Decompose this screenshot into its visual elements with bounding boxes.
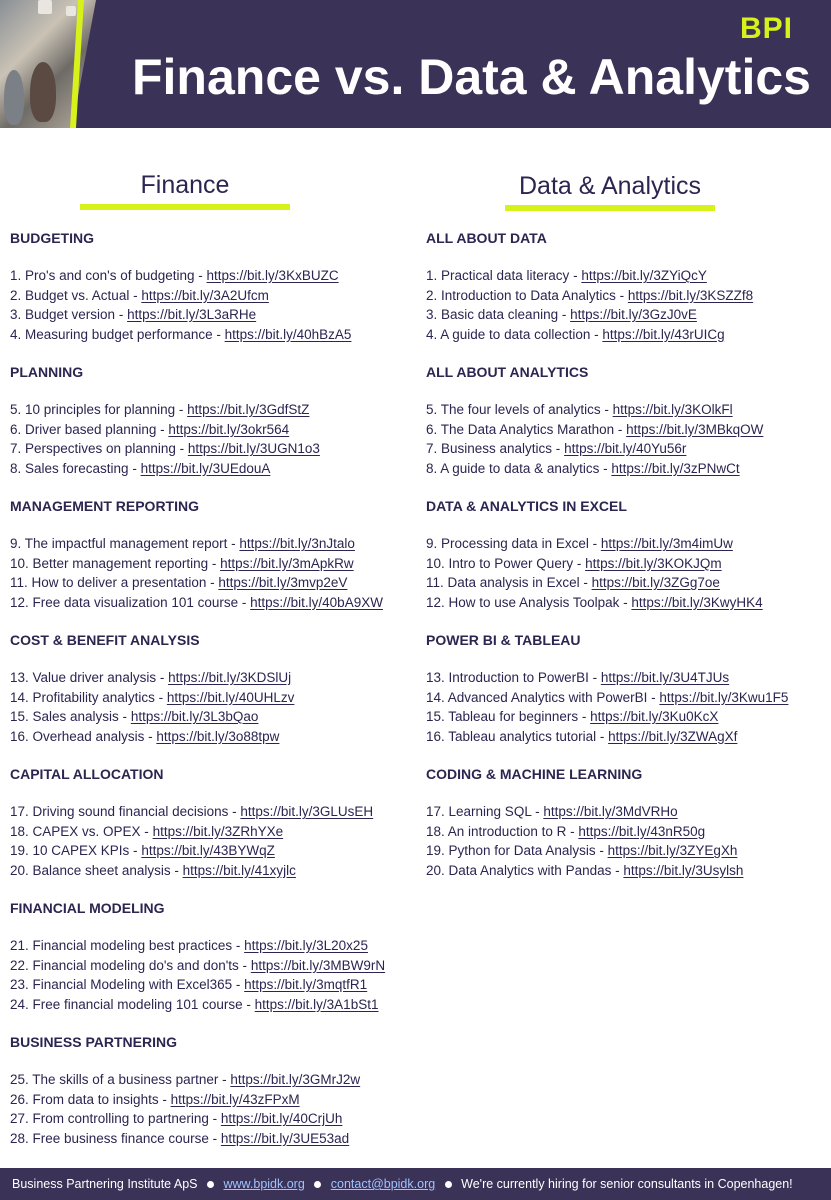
item-link[interactable]: https://bit.ly/3MBW9rN: [250, 957, 386, 973]
list-item: [10, 668, 420, 688]
item-link[interactable]: https://bit.ly/3mqtfR1: [244, 977, 368, 992]
section-title: BUDGETING: [10, 230, 94, 246]
item-label: 15. Tableau for beginners -: [426, 709, 591, 724]
item-link[interactable]: https://bit.ly/40bA9XW: [250, 594, 383, 610]
item-label: 13. Value driver analysis -: [10, 670, 169, 685]
list-item: [10, 975, 420, 995]
section: [10, 764, 420, 880]
item-link[interactable]: https://bit.ly/40Yu56r: [564, 441, 687, 456]
item-link[interactable]: https://bit.ly/3KwyHK4: [631, 594, 763, 610]
list-item: [10, 1129, 420, 1149]
list-item: [10, 1109, 420, 1129]
list-item: [426, 573, 826, 593]
item-label: 9. The impactful management report -: [10, 536, 240, 551]
item-link[interactable]: https://bit.ly/3okr564: [168, 421, 290, 437]
list-item: [10, 573, 420, 593]
item-label: 7. Perspectives on planning -: [10, 441, 188, 456]
item-label: 12. Free data visualization 101 course -: [10, 594, 251, 610]
section: [10, 228, 420, 344]
item-label: 5. The four levels of analytics -: [426, 402, 613, 417]
section-title: PLANNING: [10, 364, 84, 380]
item-label: 20. Data Analytics with Pandas -: [426, 862, 624, 878]
item-link[interactable]: https://bit.ly/3MBkqOW: [626, 421, 764, 437]
item-label: 11. How to deliver a presentation -: [10, 575, 219, 590]
item-label: 17. Driving sound financial decisions -: [10, 804, 241, 819]
list-item: [10, 1070, 420, 1090]
item-label: 20. Balance sheet analysis -: [10, 862, 183, 878]
item-link[interactable]: https://bit.ly/3ZRhYXe: [152, 823, 284, 839]
item-label: 7. Business analytics -: [426, 441, 565, 456]
section-title: DATA & ANALYTICS IN EXCEL: [426, 498, 627, 514]
list-item: [426, 266, 826, 286]
item-link[interactable]: https://bit.ly/3ZYEgXh: [607, 843, 738, 858]
list-item: [426, 688, 826, 708]
list-item: [10, 956, 420, 976]
list-item: [426, 668, 826, 688]
item-label: 10. Intro to Power Query -: [426, 555, 586, 571]
data-analytics-column: [426, 228, 826, 898]
item-label: 19. 10 CAPEX KPIs -: [10, 843, 142, 858]
list-item: [10, 688, 420, 708]
item-link[interactable]: https://bit.ly/3mvp2eV: [218, 575, 348, 590]
item-link[interactable]: https://bit.ly/3ZGg7oe: [591, 575, 720, 590]
item-label: 1. Practical data literacy -: [426, 268, 582, 283]
list-item: [10, 420, 420, 440]
section-title: FINANCIAL MODELING: [10, 900, 165, 916]
list-item: [426, 841, 826, 861]
list-item: [10, 325, 420, 345]
item-link[interactable]: https://bit.ly/3KSZZf8: [627, 287, 754, 303]
list-item: [426, 325, 826, 345]
item-link[interactable]: https://bit.ly/3ZYiQcY: [581, 268, 707, 283]
finance-column: [10, 228, 420, 1166]
item-label: 25. The skills of a business partner -: [10, 1072, 231, 1087]
list-item: [10, 802, 420, 822]
list-item: [10, 727, 420, 747]
item-label: 1. Pro's and con's of budgeting -: [10, 268, 207, 283]
item-label: 22. Financial modeling do's and don'ts -: [10, 957, 251, 973]
list-item: [10, 400, 420, 420]
item-link[interactable]: https://bit.ly/3KDSlUj: [168, 670, 292, 685]
item-label: 13. Introduction to PowerBI -: [426, 670, 601, 685]
item-label: 3. Budget version -: [10, 307, 128, 322]
item-label: 4. Measuring budget performance -: [10, 326, 225, 342]
section: [10, 362, 420, 478]
list-item: [10, 936, 420, 956]
list-item: [426, 400, 826, 420]
item-label: 14. Advanced Analytics with PowerBI -: [426, 689, 660, 705]
item-link[interactable]: https://bit.ly/40hBzA5: [224, 326, 352, 342]
list-item: [426, 305, 826, 325]
item-link[interactable]: https://bit.ly/3L3aRHe: [127, 307, 257, 322]
list-item: [10, 554, 420, 574]
bullet-icon: [314, 1181, 321, 1188]
item-link[interactable]: https://bit.ly/3KOKJQm: [585, 555, 722, 571]
section-title: CODING & MACHINE LEARNING: [426, 766, 643, 782]
footer-website-link[interactable]: www.bpidk.org: [223, 1177, 305, 1191]
item-label: 12. How to use Analysis Toolpak -: [426, 594, 632, 610]
section: [10, 1032, 420, 1148]
item-label: 27. From controlling to partnering -: [10, 1111, 221, 1126]
item-label: 28. Free business finance course -: [10, 1130, 221, 1146]
data-analytics-heading: Data & Analytics: [518, 172, 702, 200]
item-label: 2. Introduction to Data Analytics -: [426, 287, 628, 303]
item-link[interactable]: https://bit.ly/3A2Ufcm: [141, 287, 269, 303]
item-link[interactable]: https://bit.ly/43nR50g: [578, 823, 706, 839]
item-label: 10. Better management reporting -: [10, 555, 221, 571]
item-link[interactable]: https://bit.ly/3UE53ad: [220, 1130, 350, 1146]
section-title: ALL ABOUT ANALYTICS: [426, 364, 589, 380]
list-item: [10, 305, 420, 325]
item-label: 21. Financial modeling best practices -: [10, 938, 245, 953]
section: [426, 496, 826, 612]
item-link[interactable]: https://bit.ly/3GMrJ2w: [230, 1072, 361, 1087]
list-item: [426, 554, 826, 574]
item-link[interactable]: https://bit.ly/3UGN1o3: [187, 441, 320, 456]
finance-heading-underline: [80, 204, 290, 210]
item-link[interactable]: https://bit.ly/43zFPxM: [170, 1091, 300, 1107]
section: [10, 898, 420, 1014]
item-label: 18. CAPEX vs. OPEX -: [10, 823, 153, 839]
list-item: [426, 420, 826, 440]
item-label: 3. Basic data cleaning -: [426, 307, 571, 322]
item-label: 14. Profitability analytics -: [10, 689, 167, 705]
footer-company: Business Partnering Institute ApS: [12, 1177, 198, 1191]
list-item: [426, 534, 826, 554]
item-link[interactable]: https://bit.ly/3mApkRw: [220, 555, 354, 571]
list-item: [10, 593, 420, 613]
item-link[interactable]: https://bit.ly/40CrjUh: [220, 1111, 343, 1126]
item-label: 2. Budget vs. Actual -: [10, 287, 142, 303]
item-label: 24. Free financial modeling 101 course -: [10, 996, 255, 1012]
item-link[interactable]: https://bit.ly/3U4TJUs: [600, 670, 730, 685]
item-link[interactable]: https://bit.ly/40UHLzv: [166, 689, 295, 705]
item-link[interactable]: https://bit.ly/3GzJ0vE: [570, 307, 697, 322]
list-item: [426, 459, 826, 479]
section: [10, 496, 420, 612]
item-link[interactable]: https://bit.ly/3nJtalo: [239, 536, 355, 551]
item-label: 18. An introduction to R -: [426, 823, 579, 839]
list-item: [10, 534, 420, 554]
item-link[interactable]: https://bit.ly/3GLUsEH: [240, 804, 374, 819]
section-title: POWER BI & TABLEAU: [426, 632, 581, 648]
item-label: 15. Sales analysis -: [10, 709, 131, 724]
bullet-icon: [445, 1181, 452, 1188]
item-link[interactable]: https://bit.ly/3zPNwCt: [611, 460, 740, 476]
item-label: 8. A guide to data & analytics -: [426, 460, 612, 476]
list-item: [10, 707, 420, 727]
item-link[interactable]: https://bit.ly/3KxBUZC: [206, 268, 339, 283]
item-label: 17. Learning SQL -: [426, 804, 544, 819]
section-title: COST & BENEFIT ANALYSIS: [10, 632, 200, 648]
item-label: 4. A guide to data collection -: [426, 326, 603, 342]
list-item: [10, 841, 420, 861]
footer-hiring-text: We're currently hiring for senior consultants in Copenhagen!: [461, 1177, 793, 1191]
list-item: [10, 286, 420, 306]
item-link[interactable]: https://bit.ly/43BYWqZ: [141, 843, 275, 858]
list-item: [426, 727, 826, 747]
item-link[interactable]: https://bit.ly/3o88tpw: [156, 728, 280, 744]
item-label: 11. Data analysis in Excel -: [426, 575, 592, 590]
section-title: MANAGEMENT REPORTING: [10, 498, 199, 514]
list-item: [10, 266, 420, 286]
list-item: [426, 822, 826, 842]
bpi-logo: BPI: [739, 12, 793, 45]
item-link[interactable]: https://bit.ly/3KOlkFl: [612, 402, 733, 417]
finance-heading: Finance: [140, 171, 230, 199]
section: [426, 630, 826, 746]
footer-email-link[interactable]: contact@bpidk.org: [330, 1177, 436, 1191]
item-label: 26. From data to insights -: [10, 1091, 171, 1107]
list-item: [426, 593, 826, 613]
item-label: 5. 10 principles for planning -: [10, 402, 188, 417]
item-link[interactable]: https://bit.ly/43rUICg: [602, 326, 725, 342]
section-title: CAPITAL ALLOCATION: [10, 766, 164, 782]
footer-bar: [0, 1168, 831, 1200]
item-link[interactable]: https://bit.ly/3Kwu1F5: [659, 689, 789, 705]
item-label: 9. Processing data in Excel -: [426, 536, 601, 551]
item-link[interactable]: https://bit.ly/3A1bSt1: [254, 996, 379, 1012]
item-label: 19. Python for Data Analysis -: [426, 843, 608, 858]
list-item: [426, 439, 826, 459]
item-link[interactable]: https://bit.ly/3L3bQao: [130, 709, 259, 724]
page-title: Finance vs. Data & Analytics: [132, 49, 811, 105]
header-banner: [0, 0, 831, 128]
section: [426, 228, 826, 344]
list-item: [10, 1090, 420, 1110]
item-link[interactable]: https://bit.ly/3Ku0KcX: [590, 709, 719, 724]
item-link[interactable]: https://bit.ly/3Usylsh: [623, 862, 744, 878]
section: [426, 764, 826, 880]
item-label: 16. Overhead analysis -: [10, 728, 157, 744]
item-label: 6. The Data Analytics Marathon -: [426, 421, 627, 437]
section: [426, 362, 826, 478]
item-link[interactable]: https://bit.ly/3L20x25: [244, 938, 368, 953]
data-analytics-heading-underline: [505, 205, 715, 211]
list-item: [10, 822, 420, 842]
item-link[interactable]: https://bit.ly/3ZWAgXf: [608, 728, 738, 744]
item-link[interactable]: https://bit.ly/3MdVRHo: [543, 804, 678, 819]
list-item: [10, 439, 420, 459]
item-label: 6. Driver based planning -: [10, 421, 169, 437]
list-item: [426, 286, 826, 306]
list-item: [10, 459, 420, 479]
item-label: 16. Tableau analytics tutorial -: [426, 728, 609, 744]
item-link[interactable]: https://bit.ly/3GdfStZ: [187, 402, 310, 417]
list-item: [426, 707, 826, 727]
section-title: ALL ABOUT DATA: [426, 230, 547, 246]
section-title: BUSINESS PARTNERING: [10, 1034, 177, 1050]
section: [10, 630, 420, 746]
item-link[interactable]: https://bit.ly/3m4imUw: [600, 536, 733, 551]
item-label: 8. Sales forecasting -: [10, 460, 141, 476]
list-item: [10, 995, 420, 1015]
bullet-icon: [207, 1181, 214, 1188]
item-label: 23. Financial Modeling with Excel365 -: [10, 977, 245, 992]
list-item: [426, 802, 826, 822]
item-link[interactable]: https://bit.ly/41xyjlc: [182, 862, 296, 878]
list-item: [426, 861, 826, 881]
list-item: [10, 861, 420, 881]
item-link[interactable]: https://bit.ly/3UEdouA: [140, 460, 271, 476]
